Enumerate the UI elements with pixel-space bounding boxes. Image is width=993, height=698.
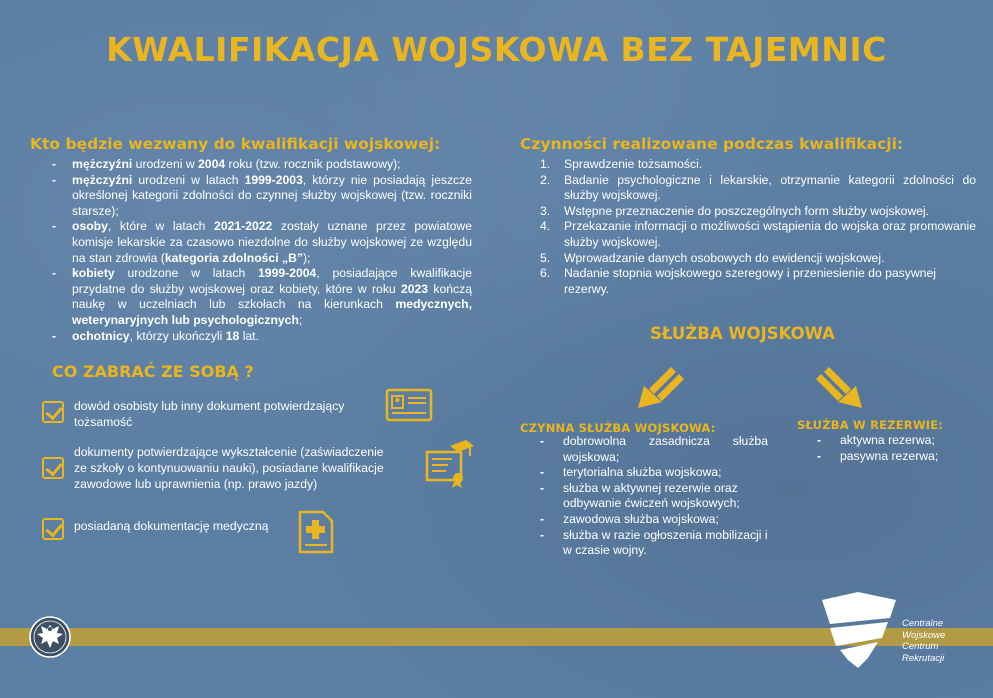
list-item: - służba w razie ogłoszenia mobilizacji i w czasie wojny. bbox=[538, 528, 768, 559]
check-icon bbox=[42, 401, 64, 423]
active-service-heading: CZYNNA SŁUŻBA WOJSKOWA: bbox=[520, 421, 716, 435]
eagle-emblem-icon bbox=[28, 610, 72, 664]
list-item: - dobrowolna zasadnicza służba wojskowa; bbox=[538, 434, 768, 465]
list-item: - zawodowa służba wojskowa; bbox=[538, 512, 768, 528]
activity-number: 4. bbox=[540, 219, 551, 234]
cwcr-logo-text: Centralne Wojskowe Centrum Rekrutacji bbox=[902, 618, 946, 664]
activity-number: 2. bbox=[540, 172, 551, 187]
activity-text: Przekazanie informacji o możliwości wstąpienia do wojska oraz promowanie służby wojskowej. bbox=[564, 219, 976, 249]
who-list bbox=[48, 157, 472, 344]
list-item: - kobiety urodzone w latach 1999-2004, posiadające kwalifikacje przydatne do służby wojskowej oraz kobiety, które w roku 2023 kończą naukę w uczelniach lub szkołach na kierunkach medycznych, weterynaryjnych lub psychologicznych; bbox=[48, 266, 472, 328]
activity-item bbox=[540, 204, 976, 220]
activity-number: 5. bbox=[540, 250, 551, 265]
list-item: - osoby, które w latach 2021-2022 zostały uznane przez powiatowe komisje lekarskie za czasowo niezdolne do służby wojskowej ze względu na stan zdrowia (kategoria zdolności „B”); bbox=[48, 219, 472, 266]
activity-text: Nadanie stopnia wojskowego szeregowy i przeniesienie do pasywnej rezerwy. bbox=[564, 266, 936, 296]
list-item: - służba w aktywnej rezerwie oraz odbywanie ćwiczeń wojskowych; bbox=[538, 481, 768, 512]
activity-number: 1. bbox=[540, 157, 551, 171]
list-item: - pasywna rezerwa; bbox=[815, 449, 975, 465]
arrow-down-right-icon bbox=[812, 362, 864, 410]
reserve-list bbox=[815, 433, 975, 464]
activity-item bbox=[540, 173, 976, 204]
check-icon bbox=[42, 457, 64, 479]
activity-item bbox=[540, 251, 976, 267]
list-item: - mężczyźni urodzeni w 2004 roku (tzw. rocznik podstawowy); bbox=[48, 157, 472, 173]
activity-text: Sprawdzenie tożsamości. bbox=[564, 157, 703, 171]
activity-text: Wstępne przeznaczenie do poszczególnych form służby wojskowej. bbox=[564, 203, 930, 218]
activities-heading: Czynności realizowane podczas kwalifikacji: bbox=[520, 135, 904, 153]
list-item: - terytorialna służba wojskowa; bbox=[538, 465, 768, 481]
activity-item bbox=[540, 157, 976, 173]
page-title: KWALIFIKACJA WOJSKOWA BEZ TAJEMNIC bbox=[106, 30, 887, 69]
list-item: - aktywna rezerwa; bbox=[815, 433, 975, 449]
activity-number: 3. bbox=[540, 203, 551, 218]
bring-item-medical: posiadaną dokumentację medyczną bbox=[74, 519, 269, 533]
active-service-list bbox=[538, 434, 768, 559]
list-item: - ochotnicy, którzy ukończyli 18 lat. bbox=[48, 329, 472, 345]
arrow-down-left-icon bbox=[636, 362, 688, 410]
activity-number: 6. bbox=[540, 266, 551, 281]
who-heading: Kto będzie wezwany do kwalifikacji wojskowej: bbox=[30, 135, 441, 153]
reserve-heading: SŁUŻBA W REZERWIE: bbox=[797, 418, 944, 432]
activity-text: Badanie psychologiczne i lekarskie, otrzymanie kategorii zdolności do służby wojskowej. bbox=[564, 172, 976, 203]
list-item: - mężczyźni urodzeni w latach 1999-2003, którzy nie posiadają jeszcze określonej kategorii zdolności do czynnej służby wojskowej (tzw. roczniki starsze); bbox=[48, 173, 472, 220]
activity-item bbox=[540, 266, 976, 297]
id-card-icon bbox=[385, 388, 433, 422]
bring-item-education: dokumenty potwierdzające wykształcenie (zaświadczenie ze szkoły o kontynuowaniu nauki), posiadane kwalifikacje zawodowe lub uprawnienia (np. prawo jazdy) bbox=[74, 445, 384, 492]
cwcr-logo-shield-icon bbox=[818, 590, 900, 672]
activities-list bbox=[540, 157, 976, 297]
check-icon bbox=[42, 518, 64, 540]
bring-heading: CO ZABRAĆ ZE SOBĄ ? bbox=[52, 362, 254, 381]
medical-document-icon bbox=[297, 509, 335, 555]
service-heading: SŁUŻBA WOJSKOWA bbox=[650, 324, 835, 343]
diploma-icon bbox=[424, 438, 476, 488]
bring-item-id: dowód osobisty lub inny dokument potwierdzający tożsamość bbox=[74, 399, 345, 430]
activity-text: Wprowadzanie danych osobowych do ewidencji wojskowej. bbox=[564, 250, 885, 265]
activity-item bbox=[540, 219, 976, 250]
